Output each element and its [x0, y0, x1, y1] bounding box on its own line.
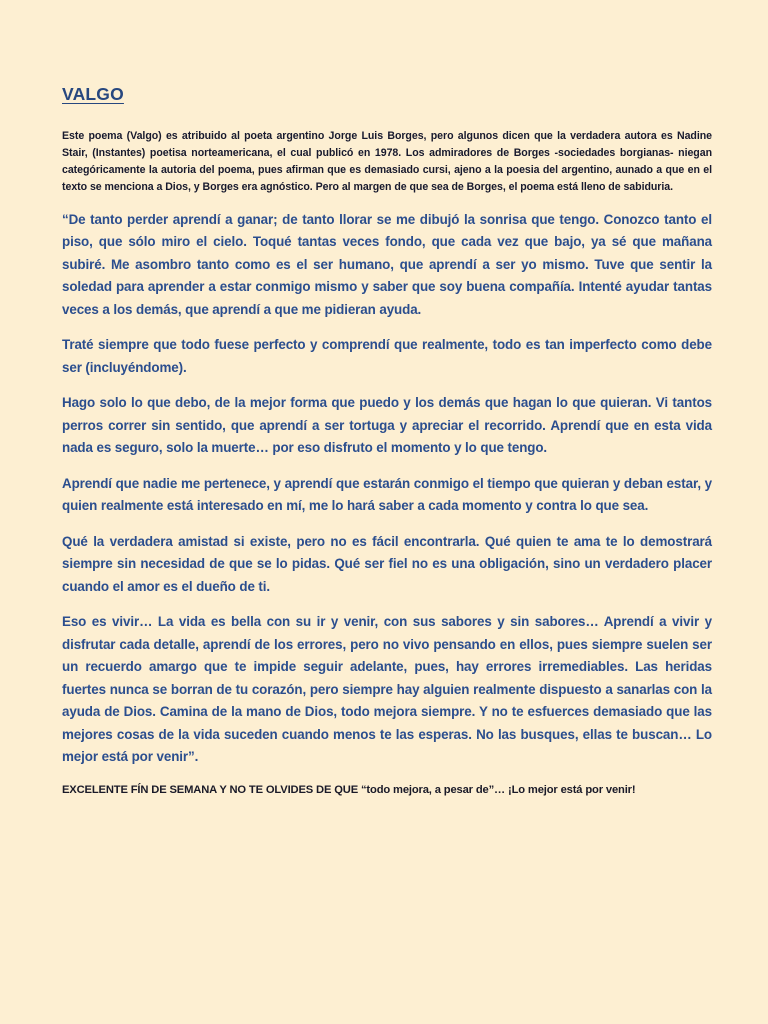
poem-paragraph-1: “De tanto perder aprendí a ganar; de tanto llorar se me dibujó la sonrisa que tengo. Conozco tanto el piso, que sólo miro el cielo. Toqué tantas veces fondo, que cada vez que bajo, ya sé que mañana subiré. Me asombro tanto como es el ser humano, que aprendí a ser yo mismo. Tuve que sentir la soledad para aprender a estar conmigo mismo y saber que soy buena compañía. Intenté ayudar tantas veces a los demás, que aprendí a que me pidieran ayuda. [62, 211, 712, 317]
document-title-row [62, 84, 712, 117]
poem-paragraph-5: Qué la verdadera amistad si existe, pero no es fácil encontrarla. Qué quien te ama te lo demostrará siempre sin necesidad de que se lo pidas. Qué ser fiel no es una obligación, sino un verdadero placer cuando el amor es el dueño de ti. [62, 533, 712, 594]
poem-paragraph-3: Hago solo lo que debo, de la mejor forma que puedo y los demás que hagan lo que quieran. Vi tantos perros correr sin sentido, que aprendí a ser tortuga y apreciar el recorrido. Aprendí que en esta vida nada es seguro, solo la muerte… por eso disfruto el momento y lo que tengo. [62, 395, 712, 456]
intro-paragraph: Este poema (Valgo) es atribuido al poeta argentino Jorge Luis Borges, pero algunos dicen que la verdadera autora es Nadine Stair, (Instantes) poetisa norteamericana, el cual publicó en 1978. Los admiradores de Borges -sociedades borgianas- niegan categóricamente la autoria del poema, pues afirman que es demasiado cursi, ajeno a la poesia del argentino, aunado a que en el texto se menciona a Dios, y Borges era agnóstico. Pero al margen de que sea de Borges, el poema está lleno de sabiduria. [62, 130, 712, 194]
poem-paragraph-2: Traté siempre que todo fuese perfecto y comprendí que realmente, todo es tan imperfecto como debe ser (incluyéndome). [62, 337, 712, 375]
poem-paragraph-4: Aprendí que nadie me pertenece, y aprendí que estarán conmigo el tiempo que quieran y deban estar, y quien realmente está interesado en mí, me lo hará saber a cada momento y contra lo que sea. [62, 475, 712, 514]
document-content [62, 84, 712, 799]
poem-paragraph-6: Eso es vivir… La vida es bella con su ir y venir, con sus sabores y sin sabores… Aprendí a vivir y disfrutar cada detalle, aprendí de los errores, pero no vivo pensando en ellos, pues siempre suelen ser un recuerdo amargo que te impide seguir adelante, pues, hay errores irremediables. Las heridas fuertes nunca se borran de tu corazón, pero siempre hay alguien realmente dispuesto a sanarlas con la ayuda de Dios. Camina de la mano de Dios, todo mejora siempre. Y no te esfuerces demasiado que las mejores cosas de la vida suceden cuando menos te las esperas. No las busques, ellas te buscan… Lo mejor está por venir”. [62, 614, 712, 765]
page-title: VALGO [62, 84, 124, 104]
closing-line: EXCELENTE FÍN DE SEMANA Y NO TE OLVIDES DE QUE “todo mejora, a pesar de”… ¡Lo mejor está por venir! [62, 783, 636, 796]
